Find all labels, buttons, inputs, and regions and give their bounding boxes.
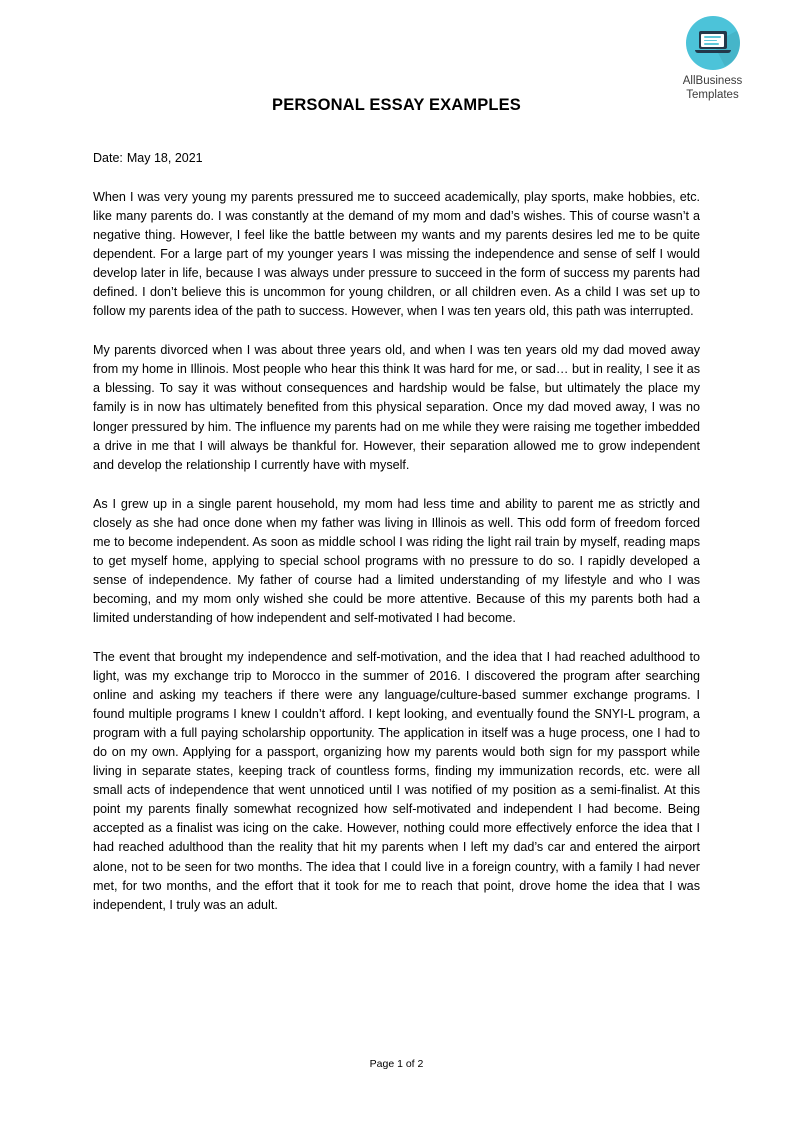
laptop-body bbox=[699, 31, 727, 49]
date-value: May 18, 2021 bbox=[126, 151, 203, 165]
laptop-screen bbox=[701, 34, 724, 47]
essay-paragraph: As I grew up in a single parent household, my mom had less time and ability to parent me as strictly and closely as she had once done when my father was living in Illinois as well. This odd form of freedom forced me to become independent. As soon as middle school I was riding the light rail train by myself, reading maps to get myself home, applying to special school programs with no pressure to do so. I rapidly developed a sense of independence. My father of course had a limited understanding of my lifestyle and who I was becoming, and my mom only wished she could be more attentive. Because of this my parents both had a limited understanding of how independent and self-motivated I had become. bbox=[93, 496, 700, 625]
essay-paragraph: The event that brought my independence and self-motivation, and the idea that I had reached adulthood to light, was my exchange trip to Morocco in the summer of 2016. I discovered the program after searching online and asking my teachers if there were any language/culture-based summer exchange programs. I found multiple programs I knew I couldn’t afford. I kept looking, and eventually found the SNYI-L program, a program with a full paying scholarship opportunity. The application in itself was a huge process, one I had to do on my own. Applying for a passport, organizing how my parents would both sign for my passport while living in separate states, keeping track of countless forms, finding my immunization records, etc. were all small acts of independence that went unnoticed until I was notified of my position as a semi-finalist. At this point my parents finally somewhat recognized how self-motivated and independent I had become. Being accepted as a finalist was icing on the cake. However, nothing could more effectively enforce the idea that I had reached adulthood than the reality that hit my parents when I left my dad’s car and entered the airport alone, not to be seen for two months. The idea that I could live in a foreign country, with a family I had never met, for two months, and the effort that it took for me to reach that point, drove home the idea that I was independent, I truly was an adult. bbox=[93, 649, 700, 912]
essay-paragraph: My parents divorced when I was about three years old, and when I was ten years old my dad moved away from my home in Illinois. Most people who hear this think It was hard for me, or sad… but in reality, I see it as a blessing. To say it was without consequences and hardship would be false, but ultimately the place my family is in now has ultimately benefited from this physical separation. Once my dad moved away, I was no longer pressured by him. The influence my parents had on me while they were raising me together imbedded a drive in me that I will always be thankful for. However, their separation allowed me to grow independent and develop the relationship I currently have with myself. bbox=[93, 343, 700, 472]
date-line bbox=[93, 151, 203, 165]
screen-text-line bbox=[704, 40, 717, 42]
brand-name-line-1: AllBusiness bbox=[682, 75, 743, 87]
essay-paragraph: When I was very young my parents pressured me to succeed academically, play sports, make hobbies, etc. like many parents do. I was constantly at the demand of my mom and dad’s wishes. This of course wasn’t a negative thing. However, I feel like the battle between my wants and my parents desires led me to be quite dependent. For a large part of my younger years I was missing the independence and sense of self I would develop later in life, because I was always under pressure to succeed in the form of success my parents had defined. I don’t believe this is uncommon for young children, or all children even. As a child I was set up to follow my parents idea of the path to success. However, when I was ten years old, this path was interrupted. bbox=[93, 190, 700, 319]
laptop-base bbox=[695, 50, 731, 53]
essay-body bbox=[93, 188, 700, 915]
screen-text-line bbox=[704, 36, 721, 38]
page-title: PERSONAL ESSAY EXAMPLES bbox=[272, 96, 521, 114]
brand-name-line-2: Templates bbox=[686, 88, 739, 101]
screen-text-line bbox=[704, 43, 719, 45]
page-footer: Page 1 of 2 bbox=[369, 1058, 424, 1070]
laptop-glyph bbox=[695, 29, 731, 57]
date-label: Date: bbox=[93, 151, 123, 165]
laptop-icon bbox=[686, 16, 740, 70]
brand-logo bbox=[665, 16, 760, 102]
